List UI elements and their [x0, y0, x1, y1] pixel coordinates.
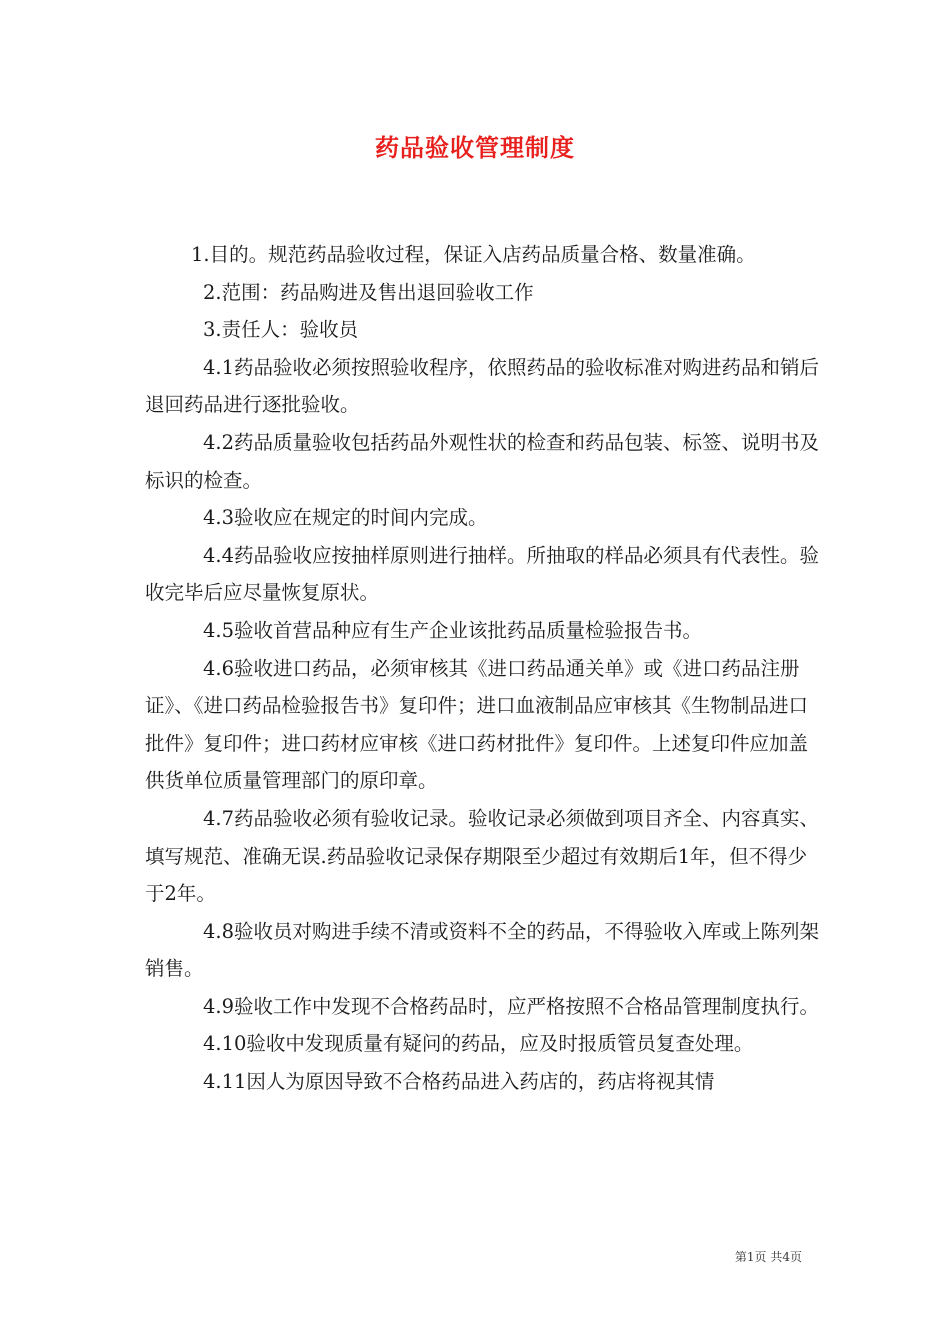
paragraph-4-8: 4.8验收员对购进手续不清或资料不全的药品，不得验收入库或上陈列架销售。: [145, 919, 820, 981]
paragraph-4-10: 4.10验收中发现质量有疑问的药品，应及时报质管员复查处理。: [203, 1032, 754, 1056]
paragraph-4-7: 4.7药品验收必须有验收记录。验收记录必须做到项目齐全、内容真实、填写规范、准确无误.药品验收记录保存期限至少超过有效期后1年，但不得少于2年。: [145, 806, 820, 906]
paragraph-4-4: 4.4药品验收应按抽样原则进行抽样。所抽取的样品必须具有代表性。验收完毕后应尽量恢复原状。: [145, 543, 820, 605]
paragraph-4-1: 4.1药品验收必须按照验收程序，依照药品的验收标准对购进药品和销后退回药品进行逐批验收。: [145, 355, 820, 417]
paragraph-4-3: 4.3验收应在规定的时间内完成。: [203, 506, 488, 530]
document-title: 药品验收管理制度: [375, 133, 575, 162]
paragraph-4-9: 4.9验收工作中发现不合格药品时，应严格按照不合格品管理制度执行。: [203, 994, 820, 1018]
paragraph-purpose: 1.目的。规范药品验收过程，保证入店药品质量合格、数量准确。: [191, 243, 756, 266]
paragraph-responsible: 3.责任人：验收员: [203, 318, 359, 342]
paragraph-4-11: 4.11因人为原因导致不合格药品进入药店的，药店将视其情: [203, 1070, 715, 1094]
paragraph-4-6: 4.6验收进口药品，必须审核其《进口药品通关单》或《进口药品注册证》、《进口药品检验报告书》复印件；进口血液制品应审核其《生物制品进口批件》复印件；进口药材应审核《进口药材批件》复印件。上述复印件应加盖供货单位质量管理部门的原印章。: [145, 656, 809, 793]
document-body: [145, 236, 821, 1101]
paragraph-4-5: 4.5验收首营品种应有生产企业该批药品质量检验报告书。: [203, 618, 703, 642]
paragraph-4-2: 4.2药品质量验收包括药品外观性状的检查和药品包装、标签、说明书及标识的检查。: [145, 430, 820, 492]
paragraph-scope: 2.范围：药品购进及售出退回验收工作: [203, 280, 534, 304]
page-number-footer: 第1页 共4页: [734, 1250, 802, 1264]
